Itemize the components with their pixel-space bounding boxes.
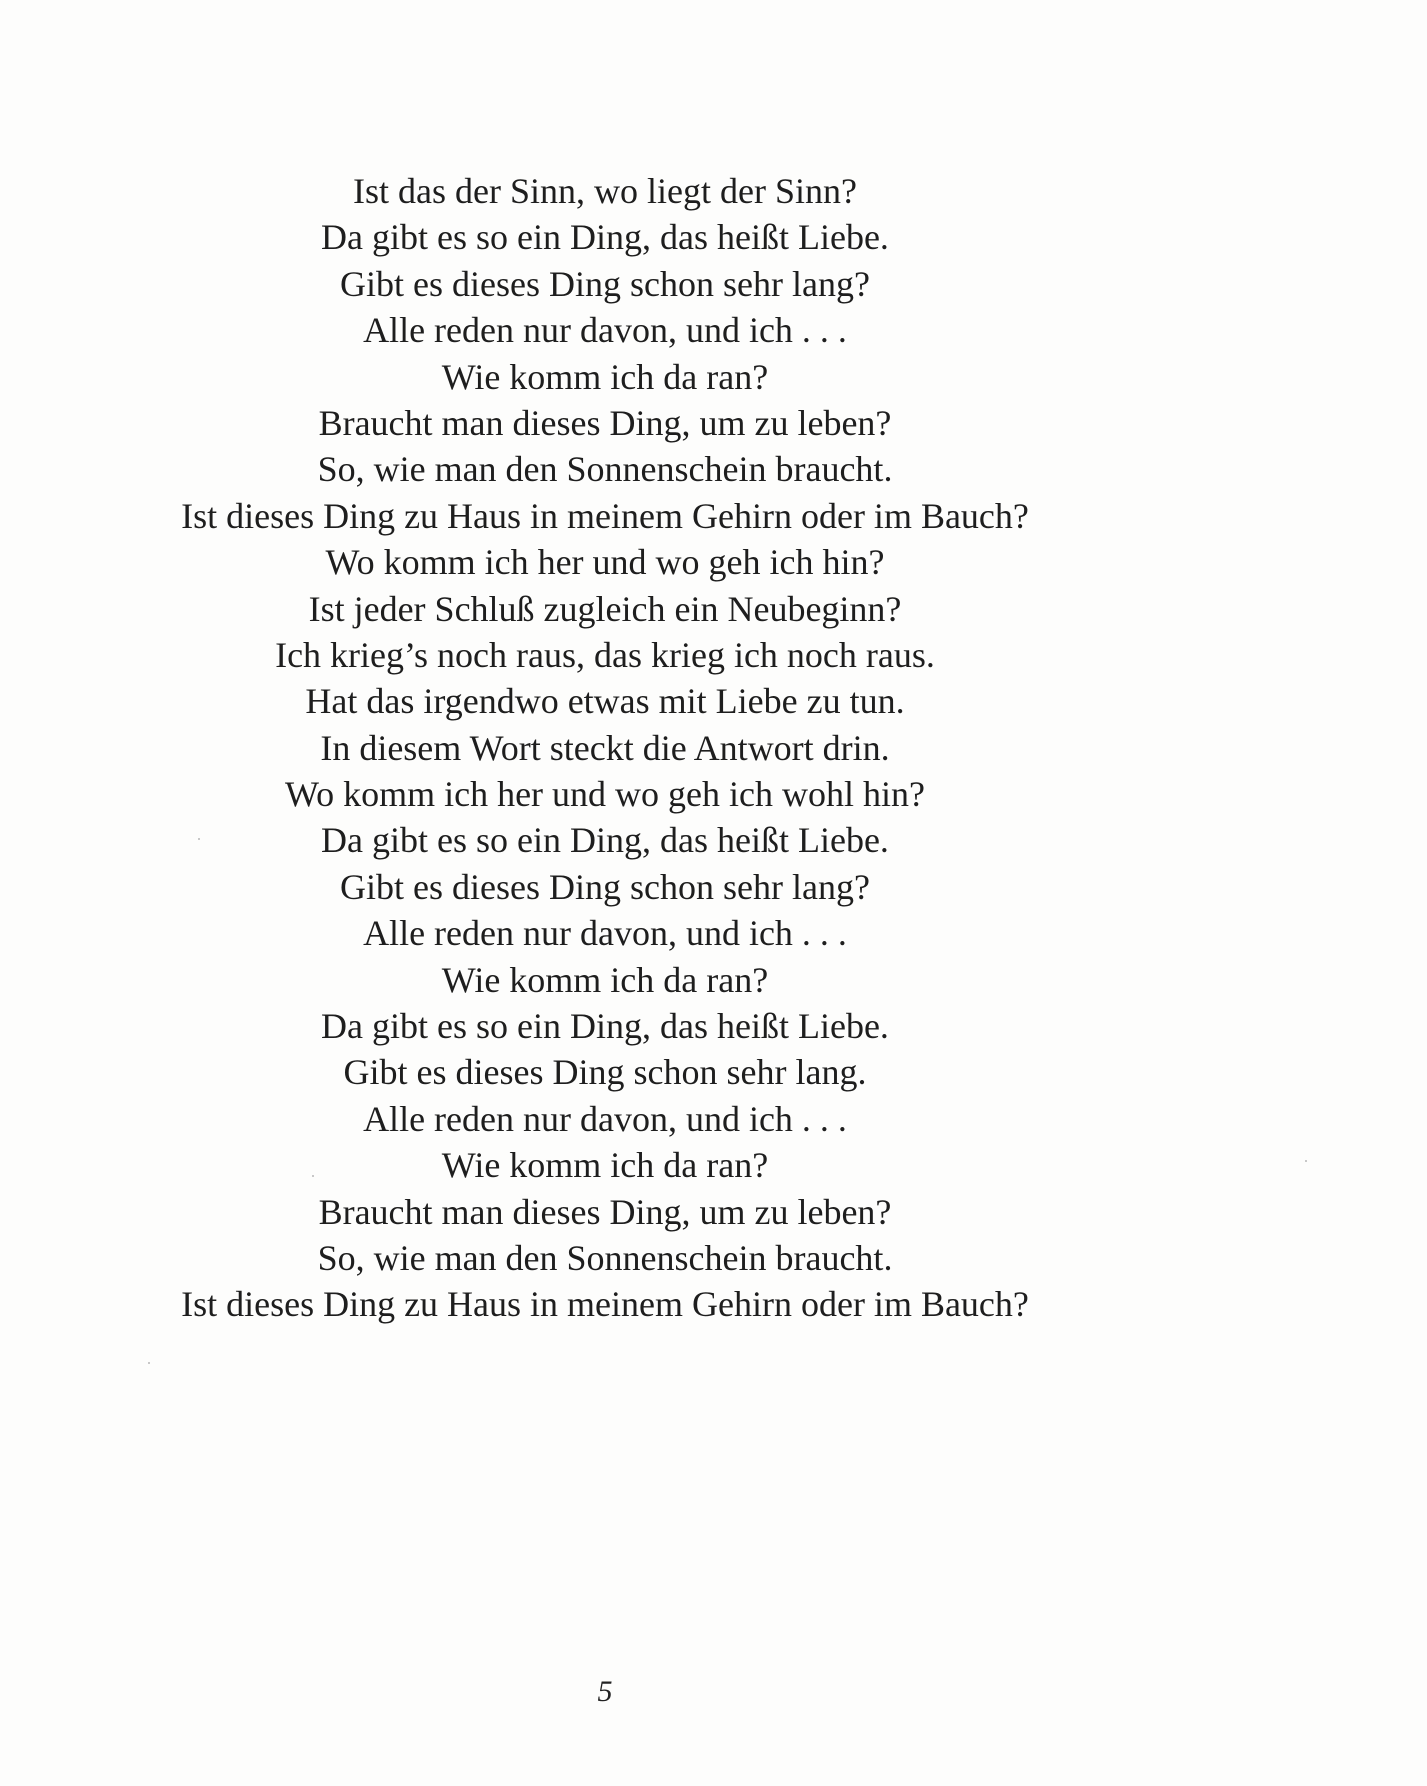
poem-line: Braucht man dieses Ding, um zu leben? bbox=[318, 1191, 892, 1232]
poem-line: Da gibt es so ein Ding, das heißt Liebe. bbox=[321, 1006, 889, 1047]
poem-line: Da gibt es so ein Ding, das heißt Liebe. bbox=[321, 217, 889, 258]
poem-line: Braucht man dieses Ding, um zu leben? bbox=[318, 402, 892, 443]
poem-line: Gibt es dieses Ding schon sehr lang? bbox=[340, 263, 870, 304]
poem-line: Wo komm ich her und wo geh ich wohl hin? bbox=[285, 774, 925, 815]
page-number: 5 bbox=[597, 1675, 613, 1708]
poem-line: Gibt es dieses Ding schon sehr lang. bbox=[343, 1052, 867, 1093]
poem-line: Wie komm ich da ran? bbox=[441, 959, 769, 1000]
poem-line: Hat das irgendwo etwas mit Liebe zu tun. bbox=[305, 681, 905, 722]
poem-line: So, wie man den Sonnenschein braucht. bbox=[317, 449, 893, 490]
poem-line: Ist das der Sinn, wo liegt der Sinn? bbox=[353, 171, 857, 211]
scan-speck bbox=[1305, 1160, 1307, 1162]
poem-text bbox=[0, 168, 1210, 1328]
poem-line: Da gibt es so ein Ding, das heißt Liebe. bbox=[321, 820, 889, 861]
poem-line: Alle reden nur davon, und ich . . . bbox=[363, 1098, 847, 1139]
poem-line: In diesem Wort steckt die Antwort drin. bbox=[320, 727, 890, 768]
poem-line: Wo komm ich her und wo geh ich hin? bbox=[325, 542, 885, 583]
poem-line: So, wie man den Sonnenschein braucht. bbox=[317, 1237, 893, 1278]
poem-line: Alle reden nur davon, und ich . . . bbox=[363, 913, 847, 954]
poem-line: Wie komm ich da ran? bbox=[441, 1145, 769, 1186]
poem-line: Ist dieses Ding zu Haus in meinem Gehirn oder im Bauch? bbox=[181, 1284, 1029, 1325]
scan-speck bbox=[198, 838, 200, 840]
poem-line: Gibt es dieses Ding schon sehr lang? bbox=[340, 866, 870, 907]
poem-line: Alle reden nur davon, und ich . . . bbox=[363, 310, 847, 351]
scan-speck bbox=[148, 1362, 150, 1364]
poem-line: Wie komm ich da ran? bbox=[441, 356, 769, 397]
poem-line: Ist dieses Ding zu Haus in meinem Gehirn oder im Bauch? bbox=[181, 495, 1029, 536]
poem-line: Ist jeder Schluß zugleich ein Neubeginn? bbox=[308, 588, 902, 629]
scan-speck bbox=[312, 1175, 314, 1177]
poem-line: Ich krieg’s noch raus, das krieg ich noch raus. bbox=[275, 634, 935, 675]
